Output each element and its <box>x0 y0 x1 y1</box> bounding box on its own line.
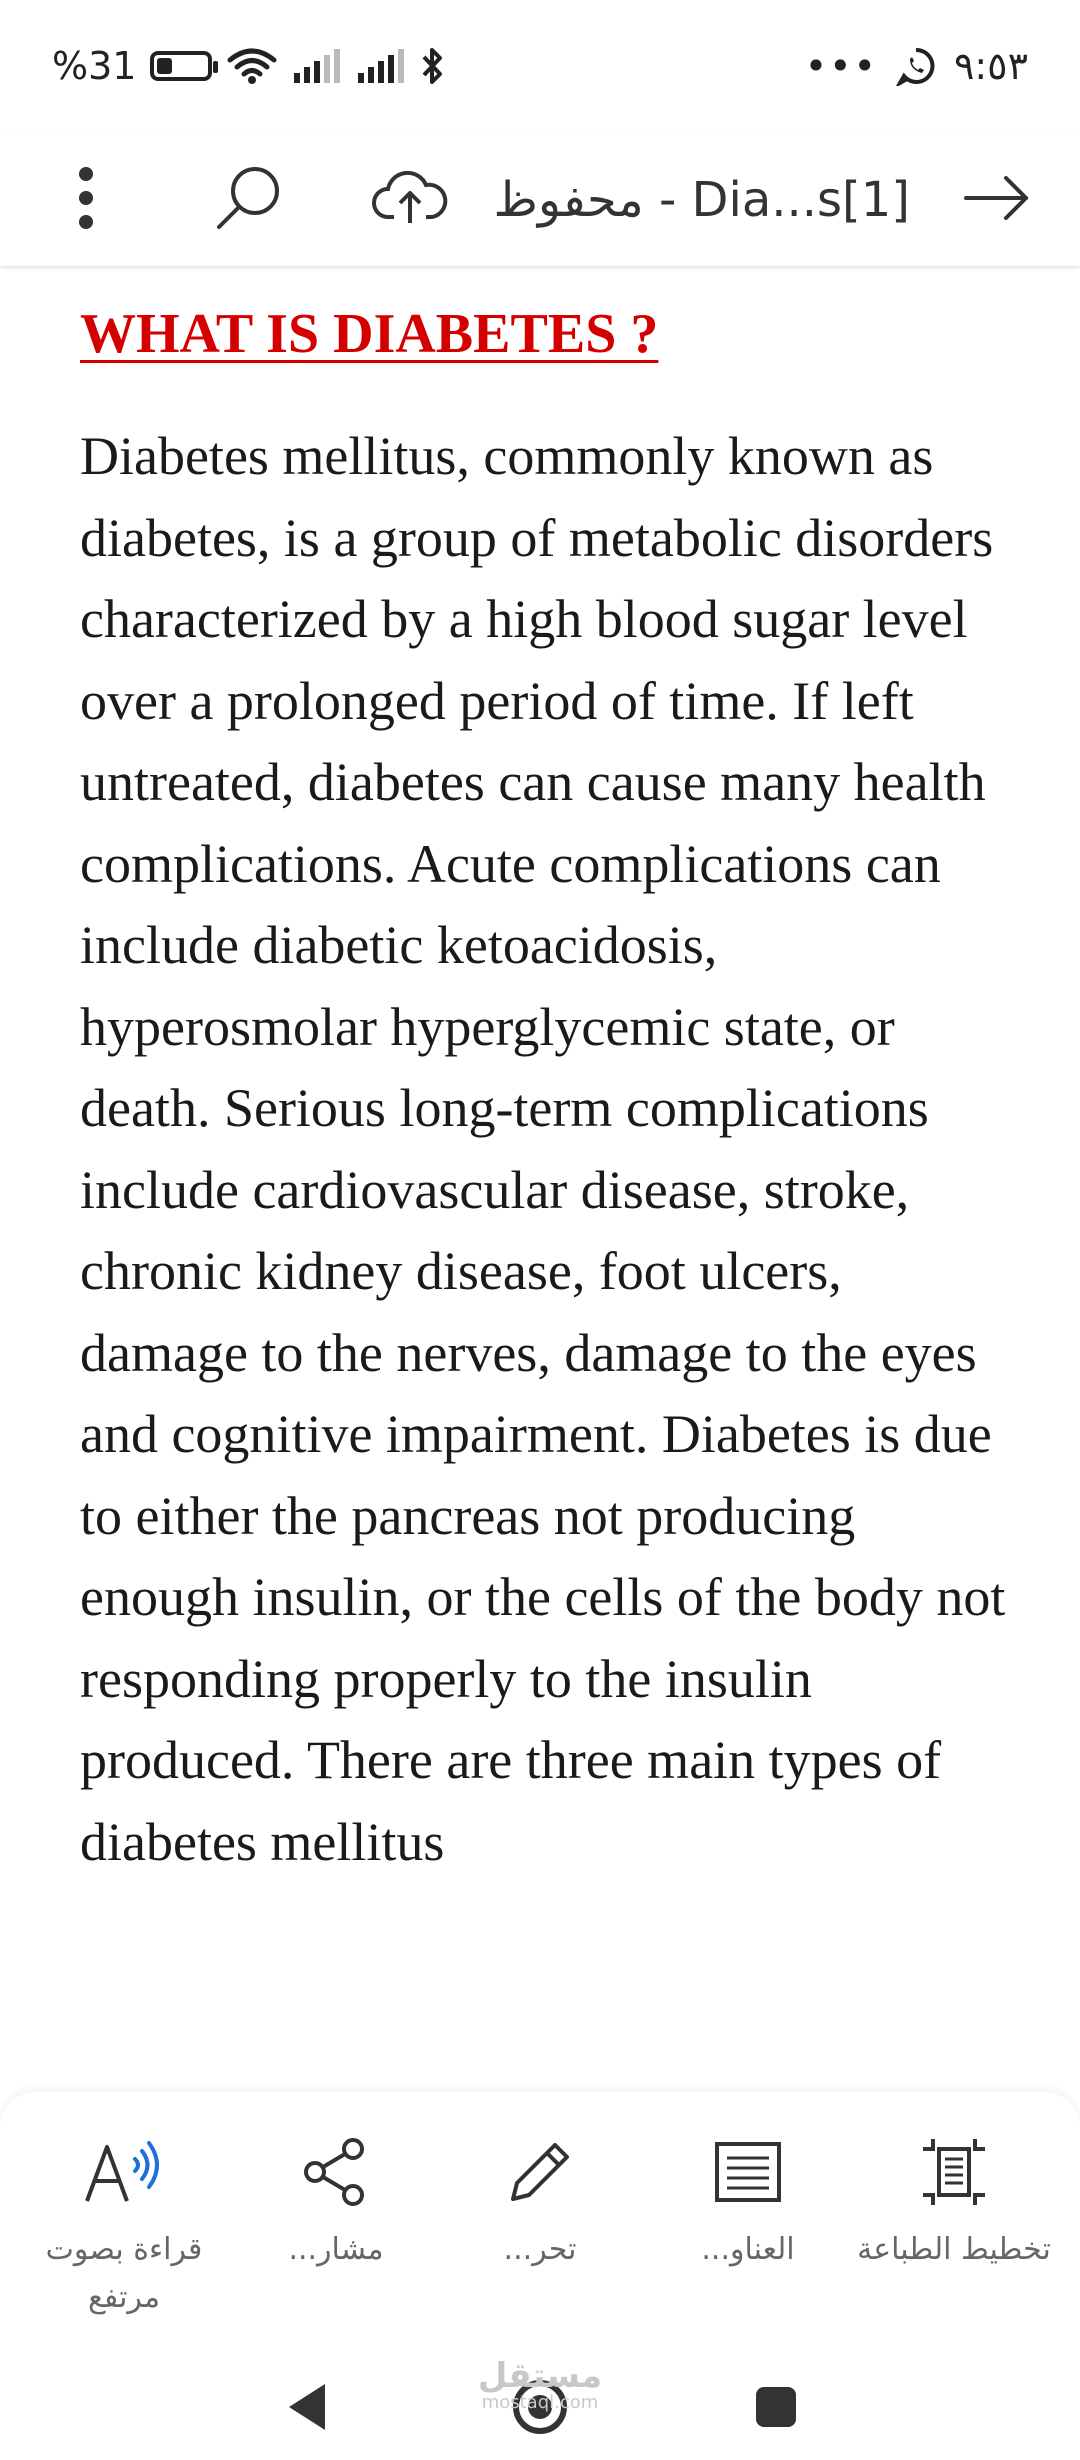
print-layout-label: تخطيط الطباعة <box>857 2232 1051 2267</box>
wifi-icon <box>226 46 278 86</box>
pencil-icon <box>440 2132 640 2212</box>
share-button[interactable] <box>236 2132 436 2274</box>
edit-button[interactable] <box>440 2132 640 2274</box>
document-body: Diabetes mellitus, commonly known as diabetes, is a group of metabolic disorders characterized by a high blood sugar level over a prolonged period of time. If left untreated, diabetes can cause many health complications. Acute complications can include diabetic ketoacidosis, hyperosmolar hyperglycemic state, or death. Serious long-term complications include cardiovascular disease, stroke, chronic kidney disease, foot ulcers, damage to the nerves, damage to the eyes and cognitive impairment. Diabetes is due to either the pancreas not producing enough insulin, or the cells of the body not responding properly to the insulin produced. There are three main types of diabetes mellitus <box>80 426 1006 1872</box>
cloud-upload-icon[interactable] <box>370 130 450 266</box>
read-aloud-button[interactable] <box>24 2132 224 2322</box>
battery-percent: %31 <box>52 44 137 88</box>
document-heading: WHAT IS DIABETES ? <box>80 303 659 365</box>
arrow-forward-icon[interactable] <box>962 130 1032 266</box>
read-aloud-icon <box>24 2132 224 2212</box>
more-vertical-icon[interactable] <box>56 130 116 266</box>
headings-button[interactable] <box>648 2132 848 2274</box>
headings-list-icon <box>648 2132 848 2212</box>
status-left <box>52 36 446 96</box>
document-view[interactable] <box>0 266 1080 2086</box>
recents-square-icon[interactable] <box>752 2372 800 2442</box>
clock: ٩:٥٣ <box>953 44 1028 88</box>
print-layout-icon <box>854 2132 1054 2212</box>
share-icon <box>236 2132 436 2212</box>
battery-icon <box>150 51 212 81</box>
watermark-text: مستقل <box>477 2356 603 2396</box>
whatsapp-icon <box>896 46 936 86</box>
headings-label: العناو... <box>701 2232 795 2267</box>
more-notifications-indicator: ••• <box>804 44 878 88</box>
document-title: Dia...s[1] - محفوظ <box>493 172 910 228</box>
print-layout-button[interactable] <box>854 2132 1054 2274</box>
status-bar <box>0 0 1080 130</box>
search-icon[interactable] <box>208 130 288 266</box>
watermark <box>470 2356 610 2413</box>
signal-icon <box>356 49 406 83</box>
signal-icon <box>292 49 342 83</box>
edit-label: تحر... <box>503 2232 577 2267</box>
bluetooth-icon <box>420 46 446 86</box>
bottom-toolbar <box>0 2092 1080 2352</box>
read-aloud-label: قراءة بصوت مرتفع <box>45 2232 203 2315</box>
watermark-subtext: mostaql.com <box>481 2392 599 2413</box>
status-right <box>805 36 1028 96</box>
share-label: مشار... <box>288 2232 384 2267</box>
back-triangle-icon[interactable] <box>280 2372 332 2442</box>
app-bar <box>0 130 1080 266</box>
